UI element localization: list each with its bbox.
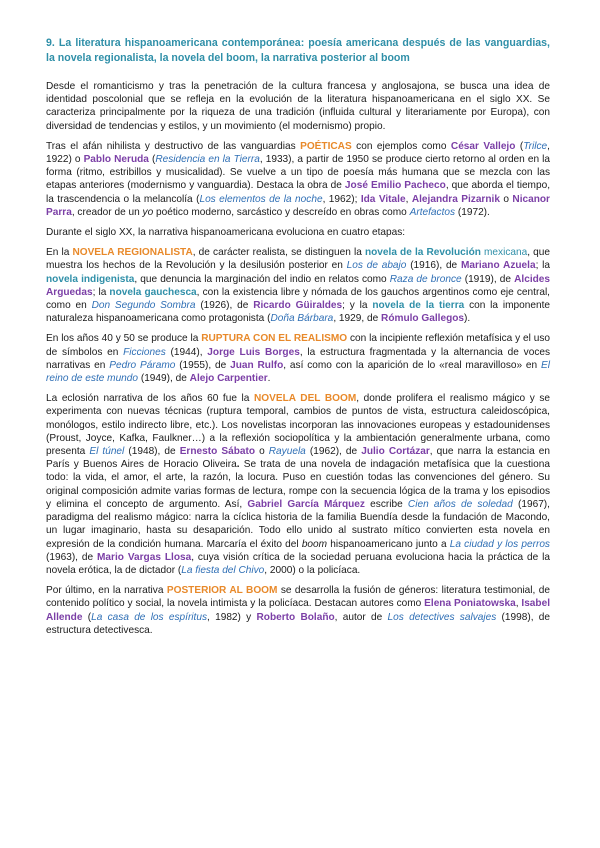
author-guiraldes: Ricardo Güiraldes (253, 300, 343, 312)
work-residencia: Residencia en la Tierra (155, 154, 260, 166)
work-artefactos: Artefactos (409, 206, 456, 218)
author-bolano: Roberto Bolaño (256, 611, 335, 623)
author-cortazar: Julio Cortázar (361, 446, 430, 458)
work-barbara: Doña Bárbara (270, 313, 334, 325)
term-tierra: novela de la tierra (372, 300, 465, 312)
work-paramo: Pedro Páramo (109, 359, 176, 371)
text-run: (1916), de (406, 260, 461, 272)
author-vitale: Ida Vitale (360, 193, 406, 205)
text-run: , con la existencia libre y nómada de los gauchos argentinos como eje central, como en (46, 286, 550, 312)
text-run: , 1962); (322, 193, 361, 205)
term-revolucion: novela de la Revolución (364, 247, 481, 259)
text-run: , creador de un (71, 206, 143, 218)
work-ficciones: Ficciones (123, 346, 166, 358)
text-run: , de carácter realista, se distinguen la (192, 247, 365, 259)
author-neruda: Pablo Neruda (83, 154, 149, 166)
section-title: 9. La literatura hispanoamericana contemporánea: poesía americana después de las vanguardias, la novela regionalista, la novela del boom, la narrativa posterior al boom (46, 37, 550, 64)
text-run: se desarrolla la fusión de géneros: literatura testimonial, de contenido político y social, la novela intimista y la policíaca. Destacan autores como (46, 585, 550, 610)
author-pizarnik: Alejandra Pizarnik (411, 193, 500, 205)
text-run: Por último, en la narrativa (46, 585, 167, 597)
text-run: , que narra la estancia en París y Buenos Aires de Horacio Oliveira (46, 446, 551, 471)
work-bronce: Raza de bronce (389, 273, 462, 285)
text-run: con la incipiente reflexión metafísica y el uso de símbolos en (46, 333, 550, 358)
text-run: (1972). (455, 206, 490, 218)
text-run: , la estructura fragmentada y la alternancia de voces narrativas en (46, 346, 551, 371)
text-run: (1962), de (305, 446, 362, 458)
author-pacheco: José Emilio Pacheco (344, 180, 446, 192)
work-sombra: Don Segundo Sombra (91, 300, 196, 312)
text-run: , que muestra los hechos de la Revolución y la desilusión posterior en (46, 247, 550, 272)
text-run: ( (82, 611, 92, 623)
intro-paragraph: Desde el romanticismo y tras la penetración de la cultura francesa y anglosajona, se busca una idea de identidad poscolonial que se refleja en la evolución de la literatura hispanoamericana en el siglo XX. Se caracteriza principalmente por la riqueza de una tradición (influida cultural y literariamente por Europa), con diversidad de tendencias y estilos, y un movimiento (el modernismo) propio. (46, 81, 550, 132)
work-espiritus: La casa de los espíritus (91, 611, 208, 623)
text-run: ; la (535, 260, 551, 272)
text-run: (1926), de (195, 300, 254, 312)
text-run: , donde prolifera el realismo mágico y se experimenta con nuevas técnicas (ruptura temporal, cambios de puntos de vista, estructura caleidoscópica, monólogos, estilo indirecto libre, etc.). Los novelistas incorporan las innovaciones europeas y estadounidenses (Proust, Joyce, Kafka, Faulkner…) a la reflexión sociopolítica y la ambientación generalmente urbana, como presenta (46, 393, 551, 458)
text-run: , cuya visión crítica de la sociedad peruana evoluciona hacia la práctica de la novela erótica, la de dictador ( (46, 551, 550, 576)
regionalist-paragraph (46, 246, 550, 325)
author-sabato: Ernesto Sábato (179, 446, 256, 458)
work-reino: El reino de este mundo (46, 359, 550, 385)
text-run: , así como con la aparición de lo «real maravilloso» en (283, 359, 541, 371)
author-vargas-llosa: Mario Vargas Llosa (97, 551, 192, 563)
work-chivo: La fiesta del Chivo (181, 564, 265, 576)
text-run: , (515, 598, 522, 610)
text-run: . (267, 373, 271, 385)
document-page (46, 36, 550, 644)
work-ciudad: La ciudad y los perros (449, 538, 550, 550)
author-gallegos: Rómulo Gallegos (381, 313, 465, 325)
text-run: ; y la (342, 300, 373, 312)
stages-intro-paragraph: Durante el siglo XX, la narrativa hispanoamericana evoluciona en cuatro etapas: (46, 227, 406, 239)
text-run: (1919), de (461, 273, 515, 285)
term-posterior: POSTERIOR AL BOOM (166, 585, 278, 597)
post-boom-paragraph (46, 584, 550, 637)
text-run: hispanoamericano junto a (327, 538, 450, 550)
work-detectives: Los detectives salvajes (387, 611, 497, 623)
text-run: Tras el afán nihilista y destructivo de las vanguardias (46, 140, 301, 152)
text-run: , 1922) o (46, 140, 550, 166)
work-abajo: Los de abajo (346, 260, 407, 272)
term-regionalista: NOVELA REGIONALISTA (72, 247, 193, 259)
text-run: , 2000) o la policíaca. (264, 564, 361, 576)
text-run: En los años 40 y 50 se produce la (46, 333, 202, 345)
text-run: En la (46, 247, 73, 259)
author-vallejo: César Vallejo (450, 140, 516, 152)
author-carpentier: Alejo Carpentier (189, 373, 268, 385)
text-run: (1967), paradigma del realismo mágico: narra la cíclica historia de la familia Buendía desde la fundación de Macondo, un lugar imaginario, hasta su desaparición. Todo ello unido al sustrato mítico convierten esta novela en expresión de la condición humana. Marcaría el éxito del (46, 498, 550, 550)
text-run: o (499, 193, 513, 205)
term-ruptura: RUPTURA CON EL REALISMO (201, 333, 348, 345)
term-boom-italic: boom (301, 538, 328, 550)
rupture-paragraph (46, 332, 550, 385)
text-run: , 1933), a partir de 1950 se produce cierto retorno al orden en la forma (ritmo, estribillos y musicalidad). Se vuelve a un tipo de poesía más humana que se mezcla con las etapas anteriores (modernismo y vanguardia). Destaca la obra de (46, 154, 551, 192)
work-rayuela: Rayuela (268, 446, 306, 458)
text-run: , 1982) y (207, 611, 257, 623)
author-azuela: Mariano Azuela (460, 260, 536, 272)
text-run: (1963), de (46, 551, 98, 563)
text-run: o (255, 446, 269, 458)
text-run: Se trata de una novela de indagación metafísica que la cuestiona todo: la vida, el amor, el arte, la razón, la locura. Puso en cuestión todas las convenciones del género. Su original composición admite varias formas de lectura, rompe con la secuencia lógica de la trama y los episodios y elimina el concepto de argumento. Así, (46, 459, 551, 510)
text-run: poético moderno, sarcástico y descreído en obras como (153, 206, 410, 218)
term-gauchesca: novela gauchesca (109, 286, 197, 298)
author-garcia-marquez: Gabriel García Márquez (247, 498, 365, 510)
text-run: ). (464, 313, 471, 325)
text-run: , que denuncia la marginación del indio en relatos como (134, 273, 390, 285)
text-run: con ejemplos como (351, 140, 451, 152)
text-run: ( (148, 154, 156, 166)
term-mexicana: mexicana (480, 247, 528, 259)
text-run: (1944), (165, 346, 208, 358)
author-arguedas: Alcides Arguedas (46, 273, 551, 298)
text-run: con la imponente naturaleza hispanoamericana como protagonista ( (46, 300, 550, 325)
text-run: ; la (92, 286, 110, 298)
work-tunel: El túnel (89, 446, 125, 458)
text-run: (1948), de (124, 446, 180, 458)
text-run: , (405, 193, 412, 205)
term-indigenista: novela indigenista (46, 273, 135, 285)
author-borges: Jorge Luis Borges (207, 346, 300, 358)
text-run: , autor de (334, 611, 388, 623)
text-run: escribe (364, 498, 408, 510)
text-run: , 1929, de (333, 313, 382, 325)
term-yo: yo (142, 206, 154, 218)
text-run: (1955), de (175, 359, 231, 371)
author-parra: Nicanor Parra (46, 193, 550, 218)
text-run: (1949), de (138, 373, 190, 385)
text-run: . (236, 459, 240, 471)
author-rulfo: Juan Rulfo (230, 359, 284, 371)
text-run: (1998), de estructura detectivesca. (46, 611, 551, 636)
author-poniatowska: Elena Poniatowska (424, 598, 516, 610)
author-allende: Isabel Allende (46, 598, 551, 623)
term-poeticas: POÉTICAS (300, 140, 352, 152)
boom-paragraph (46, 392, 550, 577)
work-trilce: Trilce (523, 140, 548, 152)
text-run: , que aborda el tiempo, la trascendencia o la melancolía ( (46, 180, 550, 205)
poetry-paragraph (46, 140, 550, 219)
work-elementos: Los elementos de la noche (199, 193, 323, 205)
work-cien-anos: Cien años de soledad (407, 498, 513, 510)
text-run: ( (515, 140, 524, 152)
term-boom: NOVELA DEL BOOM (254, 393, 357, 405)
text-run: La eclosión narrativa de los años 60 fue la (46, 393, 254, 405)
